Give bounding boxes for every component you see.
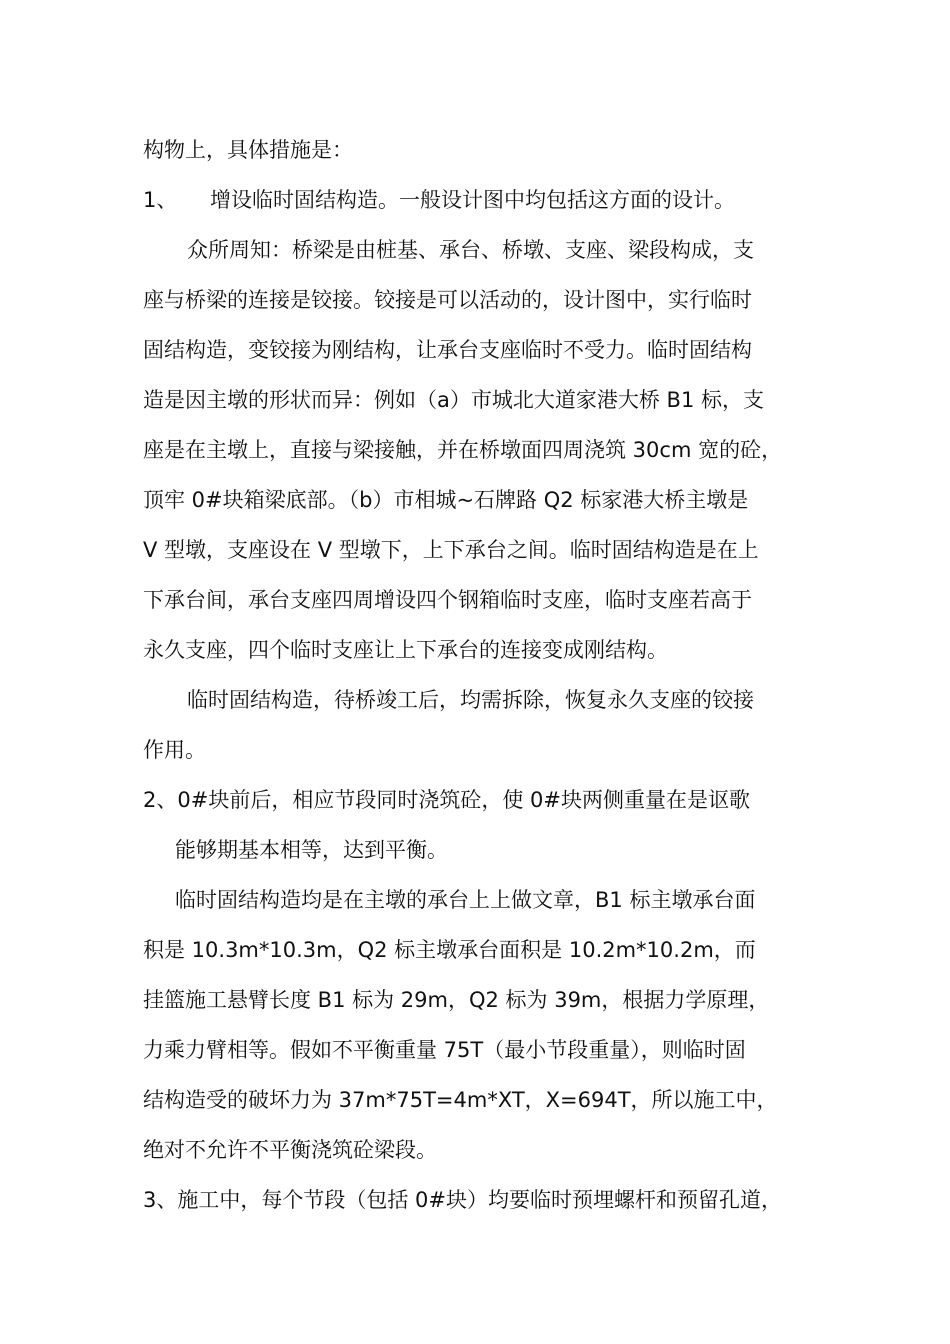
text-line: V 型墩，支座设在 V 型墩下，上下承台之间。临时固结构造是在上 (143, 538, 759, 562)
text-line: 积是 10.3m*10.3m，Q2 标主墩承台面积是 10.2m*10.2m，而 (143, 938, 756, 962)
text-line: 造是因主墩的形状而异：例如（a）市城北大道家港大桥 B1 标，支 (143, 388, 764, 412)
text-line: 作用。 (143, 738, 206, 762)
list-number: 1、 (143, 188, 178, 212)
text-line: 座是在主墩上，直接与梁接触，并在桥墩面四周浇筑 30cm 宽的砼， (143, 438, 783, 462)
text-line: 构物上，具体措施是： (143, 138, 353, 162)
list-item-text: 2、0#块前后，相应节段同时浇筑砼，使 0#块两侧重量在是讴歌 (143, 788, 750, 812)
text-line: 固结构造，变铰接为刚结构，让承台支座临时不受力。临时固结构 (143, 338, 752, 362)
text-line: 临时固结构造，待桥竣工后，均需拆除，恢复永久支座的铰接 (187, 688, 754, 712)
text-line: 绝对不允许不平衡浇筑砼梁段。 (143, 1138, 437, 1162)
text-line: 众所周知：桥梁是由桩基、承台、桥墩、支座、梁段构成，支 (187, 238, 754, 262)
list-item-text: 增设临时固结构造。一般设计图中均包括这方面的设计。 (210, 188, 735, 212)
text-line: 下承台间，承台支座四周增设四个钢箱临时支座，临时支座若高于 (143, 588, 752, 612)
text-line: 顶牢 0#块箱梁底部。（b）市相城~石牌路 Q2 标家港大桥主墩是 (143, 488, 749, 512)
text-line: 力乘力臂相等。假如不平衡重量 75T（最小节段重量），则临时固 (143, 1038, 746, 1062)
text-line: 能够期基本相等，达到平衡。 (175, 838, 448, 862)
text-line: 临时固结构造均是在主墩的承台上上做文章，B1 标主墩承台面 (175, 888, 756, 912)
text-line: 永久支座，四个临时支座让上下承台的连接变成刚结构。 (143, 638, 668, 662)
text-line: 座与桥梁的连接是铰接。铰接是可以活动的，设计图中，实行临时 (143, 288, 752, 312)
text-line: 挂篮施工悬臂长度 B1 标为 29m，Q2 标为 39m，根据力学原理， (143, 988, 770, 1012)
list-item-text: 3、施工中，每个节段（包括 0#块）均要临时预埋螺杆和预留孔道， (143, 1188, 782, 1212)
text-line: 结构造受的破坏力为 37m*75T=4m*XT，X=694T，所以施工中， (143, 1088, 778, 1112)
